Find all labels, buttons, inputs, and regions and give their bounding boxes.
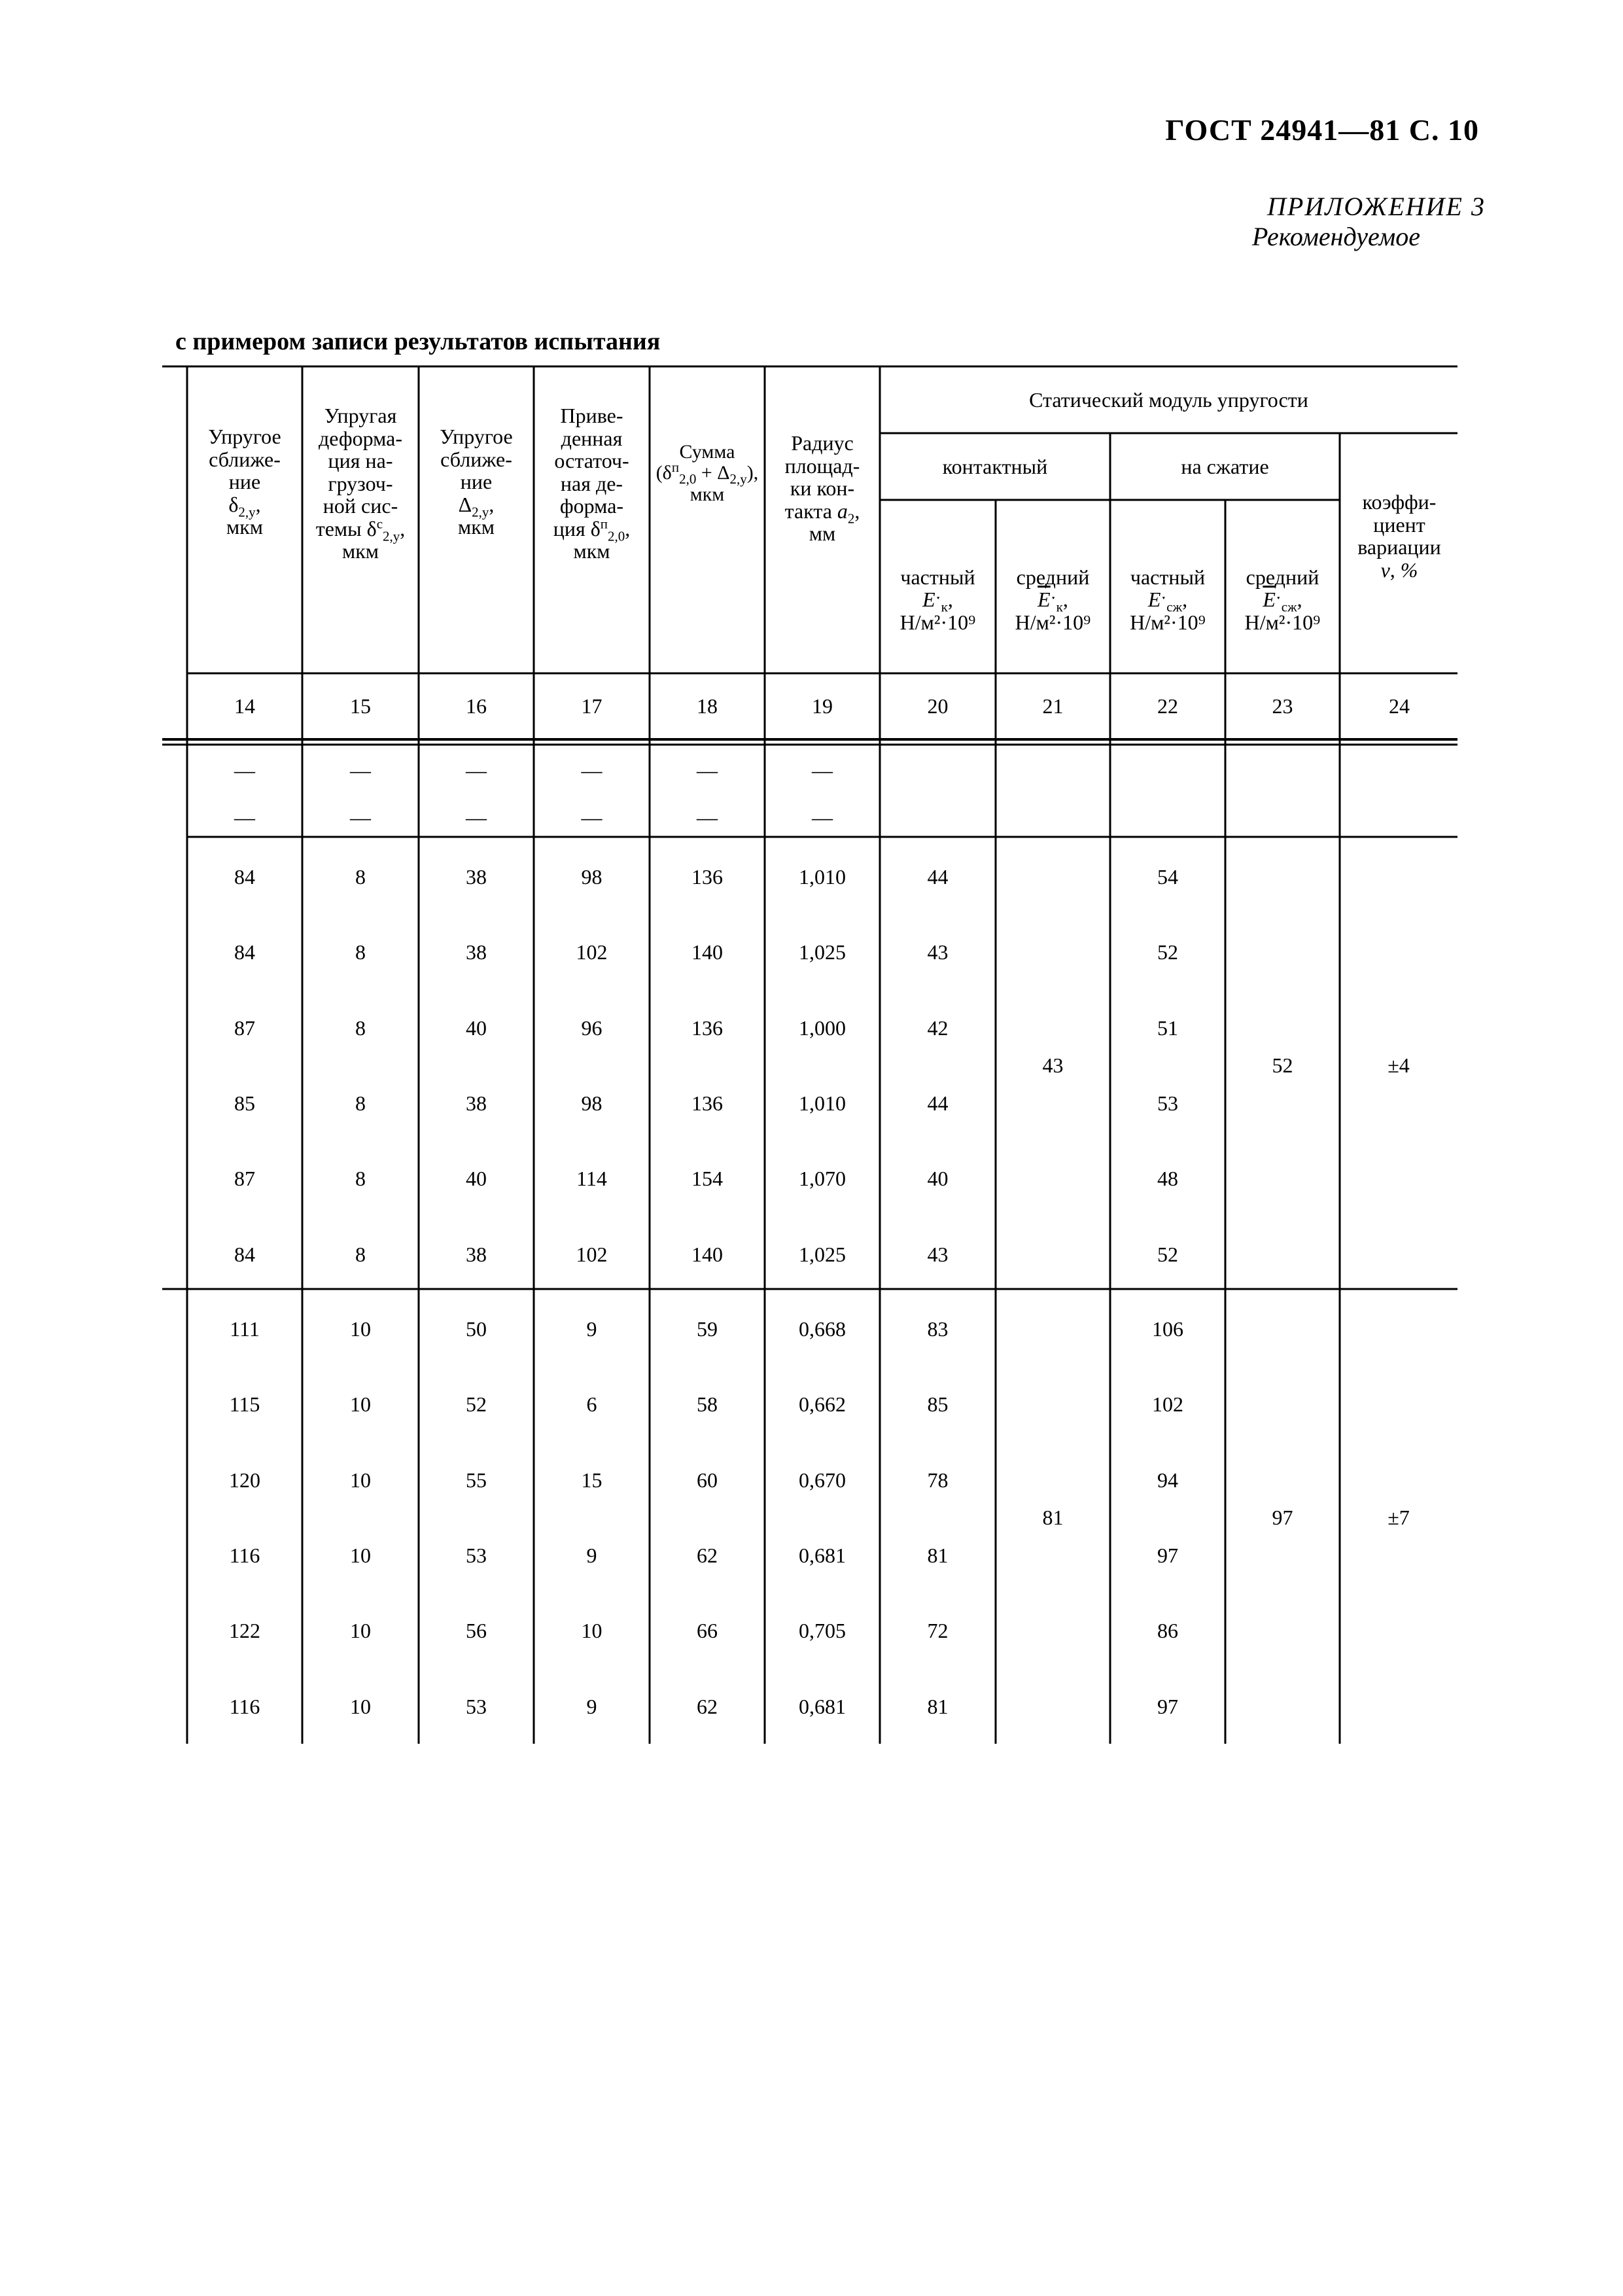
column-number: 15 <box>350 694 371 718</box>
column-number: 23 <box>1272 694 1293 718</box>
column-number: 16 <box>466 694 487 718</box>
data-cell: 40 <box>927 1166 949 1190</box>
data-cell: 9 <box>586 1543 597 1567</box>
data-cell: 85 <box>927 1392 949 1416</box>
data-cell: 62 <box>697 1694 718 1718</box>
data-cell: 0,662 <box>799 1392 846 1416</box>
data-cell: 44 <box>927 1091 949 1115</box>
data-cell: 84 <box>234 864 255 889</box>
data-cell: 136 <box>691 864 723 889</box>
data-cell: 8 <box>355 1016 366 1040</box>
avg-compression-value: 97 <box>1272 1505 1293 1529</box>
data-cell: 54 <box>1157 864 1178 889</box>
data-cell: 81 <box>927 1694 949 1718</box>
data-cell: 102 <box>576 1242 608 1266</box>
data-cell: 154 <box>691 1166 723 1190</box>
appendix-status: Рекомендуемое <box>1251 222 1420 251</box>
data-cell: 8 <box>355 1091 366 1115</box>
data-cell: 0,670 <box>799 1468 846 1492</box>
data-cell: 84 <box>234 1242 255 1266</box>
data-cell: 15 <box>581 1468 602 1492</box>
col16-header: Упругое сближе- ние $\Delta_{2,у}$, мкм <box>440 425 513 539</box>
data-cell: 10 <box>350 1316 371 1341</box>
dash-cell: — <box>697 758 718 782</box>
table-caption: с примером записи результатов испытания <box>175 328 661 355</box>
data-cell: 97 <box>1157 1543 1178 1567</box>
data-cell: 44 <box>927 864 949 889</box>
data-cell: 1,025 <box>799 1242 846 1266</box>
col24-header: коэффи- циент вариации v, % <box>1357 490 1441 582</box>
data-cell: 10 <box>350 1694 371 1718</box>
data-cell: 6 <box>586 1392 597 1416</box>
data-cell: 8 <box>355 1166 366 1190</box>
data-cell: 50 <box>466 1316 487 1341</box>
data-cell: 42 <box>927 1016 949 1040</box>
data-cell: 0,705 <box>799 1618 846 1642</box>
col22-header: частный Eˑ$_{сж}$, Н/м²·10⁹ <box>1130 565 1206 634</box>
data-cell: 136 <box>691 1016 723 1040</box>
data-cell: 40 <box>466 1016 487 1040</box>
data-cell: 83 <box>927 1316 949 1341</box>
data-cell: 38 <box>466 1242 487 1266</box>
column-number: 22 <box>1157 694 1178 718</box>
dash-cell: — <box>812 805 833 829</box>
data-cell: 10 <box>350 1543 371 1567</box>
data-cell: 72 <box>927 1618 949 1642</box>
compression-header: на сжатие <box>1181 454 1269 478</box>
data-cell: 96 <box>581 1016 602 1040</box>
data-cell: 40 <box>466 1166 487 1190</box>
data-cell: 86 <box>1157 1618 1178 1642</box>
data-cell: 114 <box>576 1166 607 1190</box>
dash-cell: — <box>697 805 718 829</box>
col15-header: Упругая деформа- ция на- грузоч- ной сис- темы $\delta^с_{2,у}$, мкм <box>315 404 406 563</box>
data-cell: 8 <box>355 940 366 964</box>
data-cell: 59 <box>697 1316 718 1341</box>
data-cell: 136 <box>691 1091 723 1115</box>
data-cell: 115 <box>229 1392 260 1416</box>
dash-cell: — <box>350 758 371 782</box>
data-cell: 120 <box>229 1468 260 1492</box>
column-number: 21 <box>1042 694 1064 718</box>
data-cell: 38 <box>466 940 487 964</box>
col23-header: средний $\overline{E}ˑ_{сж}$, Н/м²·10⁹ <box>1244 565 1321 634</box>
dash-cell: — <box>581 805 602 829</box>
data-cell: 10 <box>350 1392 371 1416</box>
data-cell: 56 <box>466 1618 487 1642</box>
data-cell: 9 <box>586 1316 597 1341</box>
data-cell: 43 <box>927 940 949 964</box>
data-cell: 1,025 <box>799 940 846 964</box>
avg-contact-value: 81 <box>1042 1505 1064 1529</box>
data-cell: 53 <box>1157 1091 1178 1115</box>
data-cell: 87 <box>234 1166 255 1190</box>
column-number: 20 <box>927 694 949 718</box>
data-cell: 52 <box>1157 1242 1178 1266</box>
avg-compression-value: 52 <box>1272 1053 1293 1077</box>
avg-contact-value: 43 <box>1042 1053 1064 1077</box>
dash-cell: — <box>466 805 487 829</box>
data-cell: 48 <box>1157 1166 1178 1190</box>
data-cell: 60 <box>697 1468 718 1492</box>
data-cell: 8 <box>355 1242 366 1266</box>
contact-header: контактный <box>942 454 1048 478</box>
data-cell: 10 <box>581 1618 602 1642</box>
data-cell: 116 <box>229 1694 260 1718</box>
dash-cell: — <box>581 758 602 782</box>
data-cell: 10 <box>350 1468 371 1492</box>
column-number: 17 <box>581 694 602 718</box>
column-number: 19 <box>812 694 833 718</box>
data-cell: 9 <box>586 1694 597 1718</box>
data-cell: 85 <box>234 1091 255 1115</box>
data-cell: 1,010 <box>799 1091 846 1115</box>
column-number: 14 <box>234 694 255 718</box>
data-cell: 0,681 <box>799 1694 846 1718</box>
data-cell: 55 <box>466 1468 487 1492</box>
variation-value: ±7 <box>1387 1505 1410 1529</box>
data-cell: 0,668 <box>799 1316 846 1341</box>
document-code: ГОСТ 24941—81 С. 10 <box>1165 113 1479 147</box>
data-cell: 102 <box>1152 1392 1183 1416</box>
column-number: 24 <box>1389 694 1410 718</box>
data-cell: 111 <box>230 1316 260 1341</box>
data-cell: 52 <box>1157 940 1178 964</box>
data-cell: 98 <box>581 864 602 889</box>
data-cell: 98 <box>581 1091 602 1115</box>
dash-cell: — <box>350 805 371 829</box>
data-cell: 10 <box>350 1618 371 1642</box>
col20-header: частный Eˑ$_к$, Н/м²·10⁹ <box>899 565 976 634</box>
col21-header: средний $\overline{E}ˑ_к$, Н/м²·10⁹ <box>1015 565 1091 634</box>
data-cell: 106 <box>1152 1316 1183 1341</box>
data-cell: 122 <box>229 1618 260 1642</box>
col19-header: Радиус площад- ки кон- такта $a_2$, мм <box>784 431 860 546</box>
data-cell: 140 <box>691 940 723 964</box>
data-cell: 1,070 <box>799 1166 846 1190</box>
data-cell: 94 <box>1157 1468 1178 1492</box>
data-cell: 81 <box>927 1543 949 1567</box>
column-number: 18 <box>697 694 718 718</box>
data-cell: 53 <box>466 1543 487 1567</box>
appendix-label: ПРИЛОЖЕНИЕ 3 <box>1267 192 1486 221</box>
variation-value: ±4 <box>1387 1053 1410 1077</box>
data-cell: 43 <box>927 1242 949 1266</box>
dash-cell: — <box>234 805 255 829</box>
data-cell: 0,681 <box>799 1543 846 1567</box>
data-cell: 87 <box>234 1016 255 1040</box>
dash-cell: — <box>234 758 255 782</box>
col18-header: Сумма $(\delta^п_{2,0} + \Delta_{2,у})$, мкм <box>655 441 759 505</box>
data-cell: 58 <box>697 1392 718 1416</box>
data-cell: 116 <box>229 1543 260 1567</box>
data-cell: 53 <box>466 1694 487 1718</box>
data-cell: 51 <box>1157 1016 1178 1040</box>
data-cell: 1,010 <box>799 864 846 889</box>
data-cell: 1,000 <box>799 1016 846 1040</box>
data-cell: 97 <box>1157 1694 1178 1718</box>
dash-cell: — <box>466 758 487 782</box>
static-modulus-header: Статический модуль упругости <box>1029 387 1308 412</box>
data-cell: 38 <box>466 864 487 889</box>
data-cell: 84 <box>234 940 255 964</box>
col14-header: Упругое сближе- ние $\delta_{2,у}$, мкм <box>208 425 281 539</box>
dash-cell: — <box>812 758 833 782</box>
col17-header: Приве- денная остаточ- ная де- форма- ция $\delta^п_{2,0}$, мкм <box>553 404 631 563</box>
data-cell: 66 <box>697 1618 718 1642</box>
data-cell: 102 <box>576 940 608 964</box>
data-cell: 140 <box>691 1242 723 1266</box>
data-cell: 38 <box>466 1091 487 1115</box>
data-cell: 62 <box>697 1543 718 1567</box>
data-cell: 78 <box>927 1468 949 1492</box>
data-cell: 8 <box>355 864 366 889</box>
data-cell: 52 <box>466 1392 487 1416</box>
